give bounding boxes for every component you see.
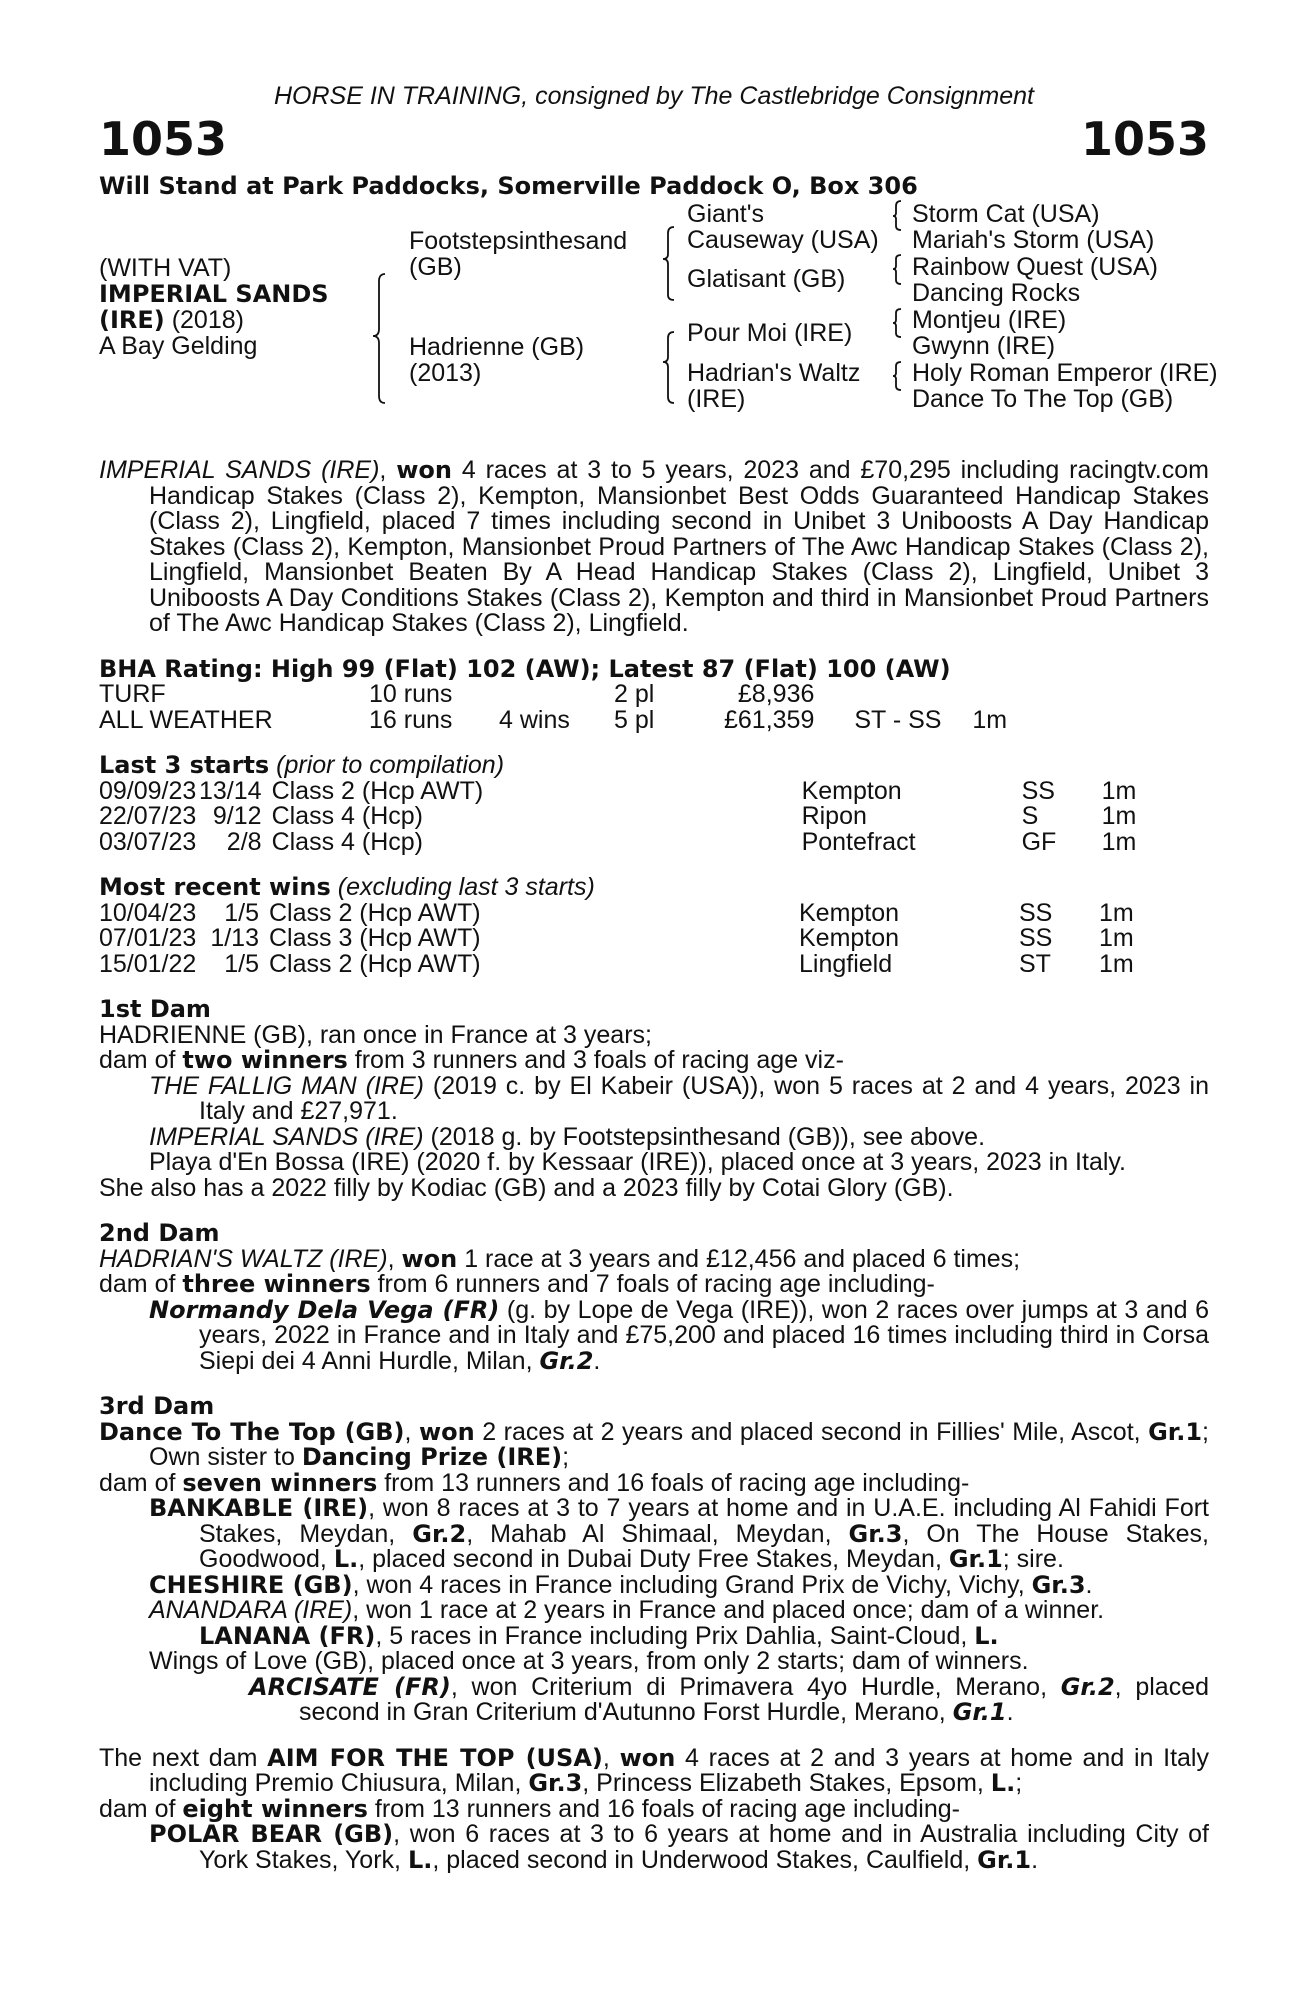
start-distance: 1m <box>1101 802 1137 830</box>
produce-name: Normandy Dela Vega (FR) <box>149 1295 500 1324</box>
text: , Mahab Al Shimaal, Meydan, <box>466 1519 849 1548</box>
first-dam-line: HADRIENNE (GB), ran once in France at 3 years; <box>99 1020 652 1049</box>
text: , placed second in Dubai Duty Free Stakes, Meydan, <box>358 1545 949 1573</box>
sire-dam: Glatisant (GB) <box>687 265 846 293</box>
bha-surface: TURF <box>99 680 166 708</box>
last3-heading <box>99 753 1209 779</box>
text: , won 4 races in France including Grand Prix de Vichy, Vichy, <box>352 1570 1032 1599</box>
table-row <box>99 926 1134 952</box>
produce-item <box>99 1621 1209 1650</box>
grade: Gr.2 <box>412 1519 467 1548</box>
gen3-5: Montjeu (IRE) <box>912 306 1067 334</box>
race-record-text: 4 races at 3 to 5 years, 2023 and £70,295 including racingtv.com Handicap Stakes (Class 2), Kempton, Mansionbet Best Odds Guaranteed Handicap Stakes (Class 2), Lingfield, placed 7 times including second in Unibet 3 Uniboosts A Day Handicap Stakes (Class 2), Kempton, Mansionbet Proud Partners of The Awc Handicap Stakes (Class 2), Lingfield, Mansionbet Beaten By A Head Handicap Stakes (Class 2), Lingfield, Unibet 3 Uniboosts A Day Conditions Stakes (Class 2), Kempton and third in Mansionbet Proud Partners of The Awc Handicap Stakes (Class 2), Lingfield. <box>149 456 1209 637</box>
won-label: won <box>401 1244 458 1273</box>
bha-dist: 1m <box>972 705 1008 734</box>
grade: L. <box>990 1769 1016 1797</box>
win-course: Kempton <box>799 898 900 927</box>
win-going: ST <box>1019 949 1051 978</box>
gen3-2: Mariah's Storm (USA) <box>912 226 1155 254</box>
text: . <box>1085 1570 1093 1599</box>
produce-name: POLAR BEAR (GB) <box>149 1820 394 1848</box>
produce-text: (2019 c. by El Kabeir (USA)), won 5 races at 2 and 4 years, 2023 in Italy and £27,971. <box>199 1071 1209 1125</box>
bha-going: ST - SS <box>854 705 942 734</box>
text: dam of <box>99 1468 183 1497</box>
horse-country: (IRE) <box>99 306 165 334</box>
produce-name: BANKABLE (IRE) <box>149 1494 369 1522</box>
second-dam-line: HADRIAN'S WALTZ (IRE), won 1 race at 3 years and £12,456 and placed 6 times; <box>99 1244 1021 1273</box>
grade: Gr.3 <box>528 1769 583 1797</box>
consignment-header: HORSE IN TRAINING, consigned by The Castlebridge Consignment <box>273 82 1035 110</box>
produce-item <box>99 1598 1209 1624</box>
text: from 6 runners and 7 foals of racing age including- <box>370 1270 935 1298</box>
start-distance: 1m <box>1101 827 1137 856</box>
dam-dam-line2: (IRE) <box>687 385 746 413</box>
produce-item <box>99 1496 1209 1573</box>
text: , won 6 races at 3 to 6 years at home and in Australia including City of York Stakes, York, <box>199 1820 1209 1874</box>
text: . <box>1006 1698 1014 1726</box>
last3-title: Last 3 starts <box>99 751 270 779</box>
table-row <box>99 901 1134 927</box>
produce-item <box>99 1822 1209 1873</box>
grade: Gr.2 <box>539 1346 594 1375</box>
second-dam-produce-intro <box>99 1272 1209 1298</box>
first-dam-section <box>99 997 1209 1201</box>
won-label: won <box>619 1743 676 1772</box>
winners-count: two winners <box>182 1046 348 1074</box>
recent-wins-table <box>99 898 1134 978</box>
sire-line1: Footstepsinthesand <box>409 227 628 255</box>
text: 2 races at 2 years and placed second in Fillies' Mile, Ascot, <box>474 1417 1149 1446</box>
vat-note: (WITH VAT) <box>99 254 232 282</box>
text: dam of <box>99 1270 183 1298</box>
third-dam-section <box>99 1394 1209 1726</box>
catalogue-body <box>99 458 1209 1873</box>
win-distance: 1m <box>1099 949 1134 978</box>
text: dam of <box>99 1794 183 1823</box>
last3-section <box>99 753 1209 855</box>
win-course: Lingfield <box>799 949 893 978</box>
win-class: Class 2 (Hcp AWT) <box>269 898 481 927</box>
win-date: 07/01/23 <box>99 924 197 952</box>
produce-text: (g. by Lope de Vega (IRE)), won 2 races over jumps at 3 and 6 years, 2022 in France and in Italy and £75,200 and placed 16 times including third in Corsa Siepi dei 4 Anni Hurdle, Milan, <box>199 1295 1209 1375</box>
dam-dam-line1: Hadrian's Waltz <box>687 359 861 387</box>
text: , <box>602 1743 620 1772</box>
race-record-horse: IMPERIAL SANDS (IRE) <box>99 456 380 484</box>
produce-name: THE FALLIG MAN (IRE) <box>149 1071 424 1100</box>
text: , won 1 race at 2 years in France and placed once; dam of a winner. <box>352 1596 1105 1624</box>
bha-dist <box>972 682 1007 708</box>
grade: L. <box>333 1545 359 1573</box>
text: , won 8 races at 3 to 7 years at home and in U.A.E. including Al Fahidi Fort Stakes, Meydan, <box>199 1494 1210 1548</box>
win-class: Class 3 (Hcp AWT) <box>269 924 481 952</box>
grade: Gr.1 <box>1148 1417 1203 1446</box>
bha-placed: 5 pl <box>614 705 655 734</box>
bha-wins: 4 wins <box>499 705 570 734</box>
bha-runs: 10 runs <box>369 680 453 708</box>
gen3-3: Rainbow Quest (USA) <box>912 253 1158 281</box>
grade: Gr.3 <box>1031 1570 1086 1599</box>
text: , On The House Stakes, Goodwood, <box>199 1519 1209 1573</box>
win-distance: 1m <box>1099 924 1134 952</box>
won-label: won <box>418 1417 475 1446</box>
win-class: Class 2 (Hcp AWT) <box>269 949 481 978</box>
third-dam-title: 3rd Dam <box>99 1392 215 1420</box>
recent-wins-title: Most recent wins <box>99 873 331 901</box>
start-course: Pontefract <box>801 827 916 856</box>
start-class: Class 4 (Hcp) <box>271 802 423 830</box>
sire-sire-line1: Giant's <box>687 200 765 228</box>
produce-name: ARCISATE (FR) <box>249 1672 451 1701</box>
race-record-won: won <box>396 456 452 484</box>
start-course: Ripon <box>801 802 867 830</box>
dam-line2: (2013) <box>409 359 482 387</box>
win-date: 15/01/22 <box>99 949 197 978</box>
win-going: SS <box>1019 898 1053 927</box>
produce-item <box>99 1570 1209 1599</box>
pedigree-chart <box>99 199 1218 413</box>
second-dam-name: HADRIAN'S WALTZ (IRE) <box>99 1244 388 1273</box>
bha-prize: £61,359 <box>724 705 815 734</box>
start-going: S <box>1021 802 1039 830</box>
bha-placed: 2 pl <box>614 680 655 708</box>
bha-title: BHA Rating: High 99 (Flat) 102 (AW); Latest 87 (Flat) 100 (AW) <box>99 654 951 683</box>
produce-item <box>99 1071 1209 1125</box>
table-row <box>99 952 1134 978</box>
horse-origin-year <box>99 308 244 334</box>
grade: Gr.3 <box>848 1519 903 1548</box>
next-dam-produce-intro <box>99 1794 1209 1823</box>
grade: Gr.1 <box>948 1545 1003 1573</box>
first-dam-note: She also has a 2022 filly by Kodiac (GB) and a 2023 filly by Cotai Glory (GB). <box>99 1173 954 1202</box>
text: ; <box>562 1443 570 1471</box>
text: The next dam <box>99 1743 268 1772</box>
produce-name: LANANA (FR) <box>199 1621 376 1650</box>
produce-item: Playa d'En Bossa (IRE) (2020 f. by Kessaar (IRE)), placed once at 3 years, 2023 in Italy. <box>149 1148 1127 1176</box>
start-date: 03/07/23 <box>99 827 197 856</box>
start-class: Class 4 (Hcp) <box>271 827 423 856</box>
win-date: 10/04/23 <box>99 898 197 927</box>
table-row <box>99 779 1136 805</box>
next-dam-section <box>99 1743 1209 1874</box>
next-dam-line <box>99 1743 1209 1797</box>
text: 1 race at 3 years and £12,456 and placed 6 times; <box>457 1244 1021 1273</box>
text: , placed second in Underwood Stakes, Caulfield, <box>432 1845 978 1874</box>
dam-sire: Pour Moi (IRE) <box>687 319 853 347</box>
gen3-8: Dance To The Top (GB) <box>912 385 1174 413</box>
gen3-7: Holy Roman Emperor (IRE) <box>912 359 1218 387</box>
start-date: 09/09/23 <box>99 776 197 805</box>
gen3-1: Storm Cat (USA) <box>912 200 1100 228</box>
start-position: 13/14 <box>199 776 262 805</box>
text: ; sire. <box>1002 1545 1064 1573</box>
last3-note: (prior to compilation) <box>276 751 505 779</box>
horse-description: A Bay Gelding <box>99 332 258 360</box>
sire-sire-line2: Causeway (USA) <box>687 226 879 254</box>
race-record: IMPERIAL SANDS (IRE), won 4 races at 3 to 5 years, 2023 and £70,295 including racingtv.com Handicap Stakes (Class 2), Kempton, Mansionbet Best Odds Guaranteed Handicap Stakes (Class 2), Lingfield, placed 7 times including second in Unibet 3 Uniboosts A Day Handicap Stakes (Class 2), Kempton, Mansionbet Proud Partners of The Awc Handicap Stakes (Class 2), Lingfield, Mansionbet Beaten By A Head Handicap Stakes (Class 2), Lingfield, Unibet 3 Uniboosts A Day Conditions Stakes (Class 2), Kempton and third in Mansionbet Proud Partners of The Awc Handicap Stakes (Class 2), Lingfield. <box>99 456 1209 637</box>
win-position: 1/5 <box>224 898 259 927</box>
grade: Gr.1 <box>952 1698 1007 1726</box>
table-row <box>99 830 1136 856</box>
text: , 5 races in France including Prix Dahlia, Saint-Cloud, <box>375 1621 975 1650</box>
start-class: Class 2 (Hcp AWT) <box>271 776 484 805</box>
bha-row-aw <box>99 708 1007 734</box>
third-dam-produce-intro <box>99 1468 1209 1497</box>
start-course: Kempton <box>801 776 902 805</box>
text: ; Own sister to <box>149 1417 1209 1471</box>
bha-surface: ALL WEATHER <box>99 705 273 734</box>
start-distance: 1m <box>1101 776 1137 805</box>
winners-count: three winners <box>182 1270 371 1298</box>
bha-section <box>99 654 1209 734</box>
bha-wins <box>499 682 614 708</box>
third-dam-line: Dance To The Top (GB), won 2 races at 2 years and placed second in Fillies' Mile, Ascot, Gr.1; Own sister to Dancing Prize (IRE); <box>99 1417 1209 1471</box>
text: dam of <box>99 1046 183 1074</box>
table-row <box>99 804 1136 830</box>
start-going: GF <box>1021 827 1057 856</box>
text: , won Criterium di Primavera 4yo Hurdle, Merano, <box>450 1672 1061 1701</box>
produce-name: CHESHIRE (GB) <box>149 1570 353 1599</box>
winners-count: seven winners <box>182 1468 378 1497</box>
horse-name: IMPERIAL SANDS <box>99 280 329 308</box>
recent-wins-note: (excluding last 3 starts) <box>337 873 595 901</box>
sire-line2: (GB) <box>409 253 462 281</box>
text: . <box>593 1346 601 1375</box>
bha-prize: £8,936 <box>737 680 815 708</box>
recent-wins-heading <box>99 875 1209 901</box>
second-dam-title: 2nd Dam <box>99 1219 220 1247</box>
produce-name: ANANDARA (IRE) <box>149 1596 353 1624</box>
text: from 3 runners and 3 foals of racing age viz- <box>347 1046 844 1074</box>
text: 4 races at 2 and 3 years at home and in Italy including Premio Chiusura, Milan, <box>149 1743 1209 1797</box>
horse-year: (2018) <box>171 306 244 334</box>
text: from 13 runners and 16 foals of racing age including- <box>367 1794 960 1823</box>
bha-row-turf <box>99 682 1007 708</box>
gen3-4: Dancing Rocks <box>912 279 1081 307</box>
lot-number-left: 1053 <box>99 112 228 166</box>
recent-wins-section <box>99 875 1209 977</box>
produce-item <box>149 1672 1209 1726</box>
text: ; <box>1015 1769 1023 1797</box>
grade: L. <box>974 1621 999 1650</box>
produce-item <box>99 1295 1209 1375</box>
first-dam-title: 1st Dam <box>99 995 211 1023</box>
produce-name: IMPERIAL SANDS (IRE) <box>149 1122 424 1151</box>
text: , Princess Elizabeth Stakes, Epsom, <box>582 1769 991 1797</box>
produce-item: Wings of Love (GB), placed once at 3 years, from only 2 starts; dam of winners. <box>149 1647 1029 1675</box>
dam-line1: Hadrienne (GB) <box>409 333 585 361</box>
grade: Gr.2 <box>1060 1672 1115 1701</box>
first-dam-produce-intro <box>99 1048 1209 1074</box>
bha-runs: 16 runs <box>369 705 453 734</box>
start-position: 2/8 <box>226 827 262 856</box>
win-course: Kempton <box>799 924 900 952</box>
sister-name: Dancing Prize (IRE) <box>301 1443 563 1471</box>
bha-going <box>814 682 972 708</box>
produce-text: (2018 g. by Footstepsinthesand (GB)), see above. <box>423 1122 986 1151</box>
text: , placed second in Gran Criterium d'Autunno Forst Hurdle, Merano, <box>299 1672 1209 1726</box>
win-position: 1/5 <box>224 949 259 978</box>
stand-location: Will Stand at Park Paddocks, Somerville Paddock O, Box 306 <box>99 172 918 200</box>
third-dam-name: Dance To The Top (GB) <box>99 1417 405 1446</box>
win-distance: 1m <box>1099 898 1134 927</box>
start-position: 9/12 <box>212 802 262 830</box>
second-dam-section <box>99 1221 1209 1374</box>
grade: Gr.1 <box>977 1845 1032 1874</box>
lot-number-right: 1053 <box>1080 112 1209 166</box>
next-dam-name: AIM FOR THE TOP (USA) <box>267 1743 603 1772</box>
text: . <box>1031 1845 1039 1874</box>
text: from 13 runners and 16 foals of racing age including- <box>377 1468 970 1497</box>
start-going: SS <box>1021 776 1055 805</box>
win-position: 1/13 <box>210 924 259 952</box>
last3-table <box>99 776 1137 856</box>
start-date: 22/07/23 <box>99 802 197 830</box>
winners-count: eight winners <box>182 1794 368 1823</box>
win-going: SS <box>1019 924 1053 952</box>
grade: L. <box>407 1845 433 1874</box>
produce-item <box>99 1122 1209 1151</box>
gen3-6: Gwynn (IRE) <box>912 332 1056 360</box>
bha-table <box>99 682 1007 733</box>
